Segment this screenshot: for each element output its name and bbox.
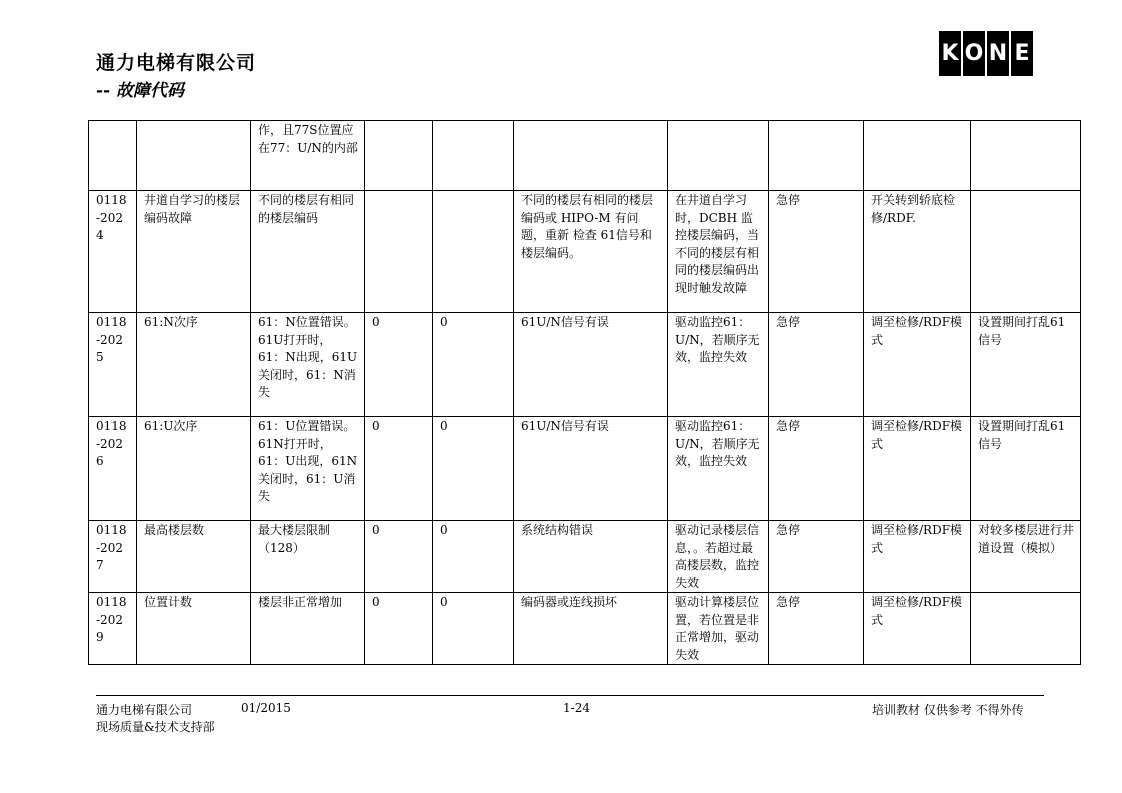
table-cell: 0118-2027: [89, 521, 137, 593]
table-cell: 61：N位置错误。61U打开时，61：N出现，61U关闭时，61：N消失: [251, 313, 365, 417]
table-cell: 0: [433, 593, 514, 665]
table-cell: [514, 121, 668, 191]
table-cell: 楼层非正常增加: [251, 593, 365, 665]
table-cell: 0: [433, 417, 514, 521]
table-cell: 0: [365, 593, 433, 665]
table-cell: [365, 121, 433, 191]
table-cell: 0: [433, 521, 514, 593]
table-cell: [769, 121, 864, 191]
fault-code-table: [88, 120, 1081, 665]
table-cell: 0118-2029: [89, 593, 137, 665]
table-cell: 61：U位置错误。61N打开时，61：U出现，61N关闭时，61：U消失: [251, 417, 365, 521]
footer-department: 现场质量&技术支持部: [96, 720, 215, 734]
table-cell: 急停: [769, 313, 864, 417]
table-cell: 0: [365, 313, 433, 417]
table-cell: 不同的楼层有相同的楼层编码: [251, 191, 365, 313]
table-row: [89, 417, 1081, 521]
table-cell: 61U/N信号有误: [514, 313, 668, 417]
logo-letter: O: [963, 31, 985, 76]
table-cell: 0: [433, 313, 514, 417]
table-row: [89, 191, 1081, 313]
table-cell: 调至检修/RDF模式: [864, 313, 971, 417]
table-cell: 不同的楼层有相同的楼层编码或 HIPO-M 有问题，重新 检查 61信号和楼层编码。: [514, 191, 668, 313]
table-cell: 调至检修/RDF模式: [864, 417, 971, 521]
table-cell: 在井道自学习时，DCBH 监控楼层编码，当不同的楼层有相同的楼层编码出现时触发故障: [668, 191, 769, 313]
table-cell: 位置计数: [137, 593, 251, 665]
logo-letter: K: [939, 31, 961, 76]
table-cell: 0118-2024: [89, 191, 137, 313]
table-cell: [668, 121, 769, 191]
table-cell: 最大楼层限制（128）: [251, 521, 365, 593]
table-cell: [433, 191, 514, 313]
table-cell: [864, 121, 971, 191]
table-cell: 急停: [769, 191, 864, 313]
footer-company: 通力电梯有限公司: [96, 703, 193, 717]
table-cell: 急停: [769, 593, 864, 665]
table-cell: 0: [365, 521, 433, 593]
table-cell: [137, 121, 251, 191]
table-cell: 开关转到轿底检修/RDF.: [864, 191, 971, 313]
table-row: [89, 121, 1081, 191]
table-cell: [433, 121, 514, 191]
table-cell: 调至检修/RDF模式: [864, 521, 971, 593]
table-cell: [971, 121, 1081, 191]
footer-notice: 培训教材 仅供参考 不得外传: [872, 703, 1024, 717]
table-cell: 61:N次序: [137, 313, 251, 417]
table-cell: 驱动监控61：U/N，若顺序无效，监控失效: [668, 313, 769, 417]
page-number: 1-24: [563, 701, 590, 715]
table-cell: [89, 121, 137, 191]
table-cell: 急停: [769, 521, 864, 593]
table-cell: 井道自学习的楼层编码故障: [137, 191, 251, 313]
footer-divider: [96, 695, 1044, 696]
company-title: 通力电梯有限公司: [96, 52, 257, 74]
table-cell: [971, 191, 1081, 313]
table-cell: 设置期间打乱61信号: [971, 313, 1081, 417]
table-cell: 编码器或连线损坏: [514, 593, 668, 665]
table-row: [89, 521, 1081, 593]
table-cell: 驱动计算楼层位置，若位置是非正常增加，驱动失效: [668, 593, 769, 665]
table-cell: [365, 191, 433, 313]
logo-letter: E: [1011, 31, 1033, 76]
table-cell: [971, 593, 1081, 665]
table-cell: 61:U次序: [137, 417, 251, 521]
table-body: [89, 121, 1081, 665]
table-cell: 调至检修/RDF模式: [864, 593, 971, 665]
table-cell: 驱动记录楼层信息，。若超过最高楼层数，监控失效: [668, 521, 769, 593]
table-cell: 0118-2025: [89, 313, 137, 417]
table-cell: 系统结构错误: [514, 521, 668, 593]
table-cell: 驱动监控61：U/N，若顺序无效，监控失效: [668, 417, 769, 521]
table-cell: 0118-2026: [89, 417, 137, 521]
table-cell: 急停: [769, 417, 864, 521]
table-cell: 对较多楼层进行井道设置（模拟）: [971, 521, 1081, 593]
logo-letter: N: [987, 31, 1009, 76]
table-row: [89, 313, 1081, 417]
table-cell: 最高楼层数: [137, 521, 251, 593]
table-cell: 作，且77S位置应在77：U/N的内部: [251, 121, 365, 191]
kone-logo: [939, 31, 1033, 76]
table-cell: 61U/N信号有误: [514, 417, 668, 521]
footer-date: 01/2015: [241, 701, 291, 715]
table-cell: 0: [365, 417, 433, 521]
document-subtitle: -- 故障代码: [96, 81, 185, 101]
table-cell: 设置期间打乱61信号: [971, 417, 1081, 521]
table-row: [89, 593, 1081, 665]
